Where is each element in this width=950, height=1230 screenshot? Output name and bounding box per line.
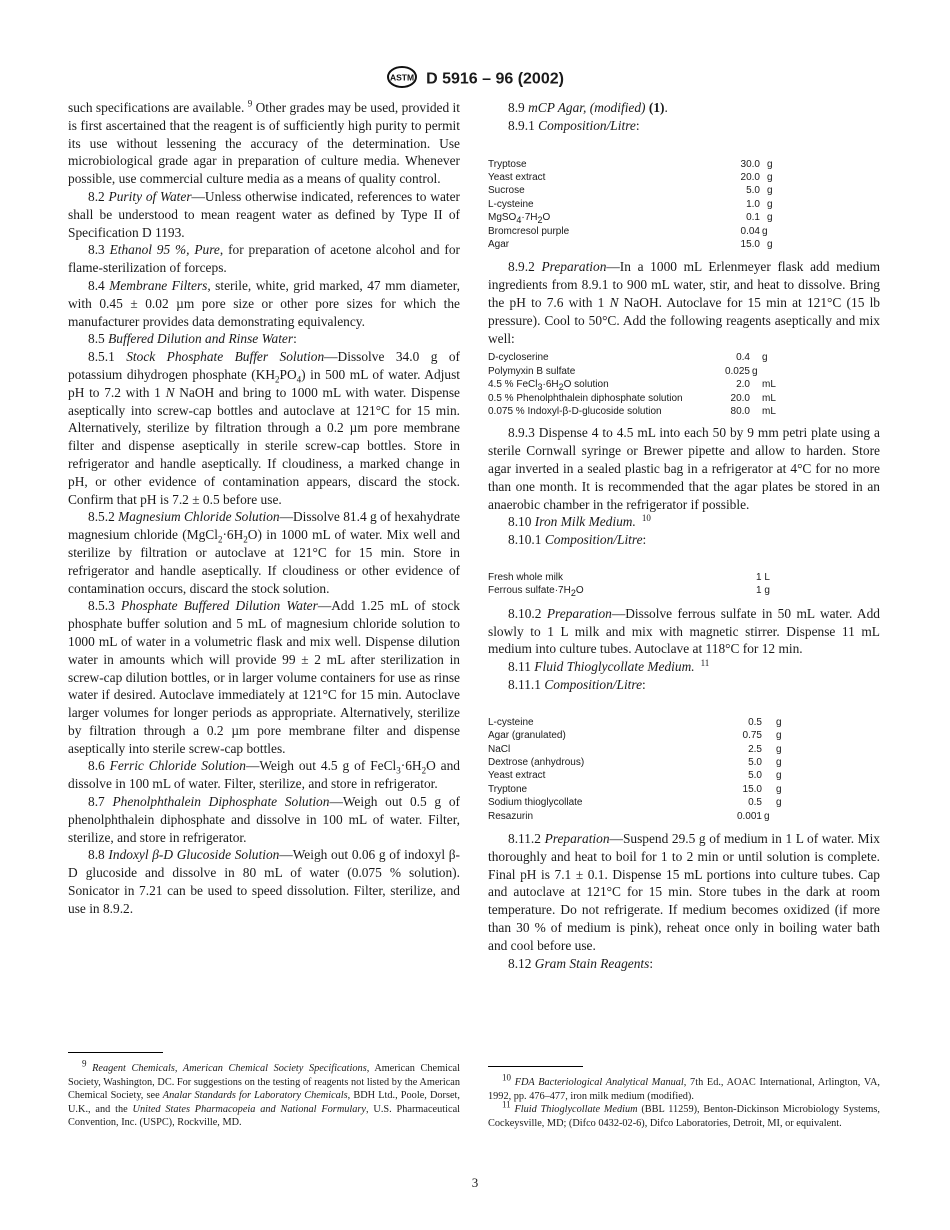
table-row: 4.5 % $FeCl_3\cdot 6H_2O$ solution 2.0 mL (488, 379, 776, 393)
paragraph-8-1-cont: such specifications are available. $^9$ Other grades may be used, provided it is first ascertained that the reagent is of sufficiently high purity to permit its use without lessening the accuracy of the determination. Use microbiological grade agar in preparation of culture media. Whenever possible, use commercial culture media as a means of quality control. (68, 98, 460, 187)
iron-milk-composition-table (488, 571, 770, 598)
footnotes-right (488, 1072, 881, 1130)
table-row: Tryptone 15.0 g (488, 783, 782, 795)
left-column (68, 99, 460, 918)
table-row: NaCl 2.5 g (488, 743, 782, 755)
footnote-divider-right (488, 1066, 583, 1067)
paragraph-8-9-3: 8.9.3 Dispense 4 to 4.5 mL into each 50 by 9 mm petri plate using a sterile Cornwall syringe or Brewer pipette and allow to harden. Store agar inverted in a sealed plastic bag in a refrigerator at 4°C for no more than one month. It is recommended that the agar plates be stored in an anaerobic chamber in the refrigerator if possible. (488, 425, 880, 512)
heading-8-10: 8.10 Iron Milk Medium. $^{10}$ (508, 512, 651, 530)
table-row: 0.5 % Phenolphthalein diphosphate solution 20.0 mL (488, 392, 776, 404)
paragraph-8-3: 8.3 Ethanol 95 %, Pure, for preparation of acetone alcohol and for flame-sterilization of forceps. (68, 242, 460, 276)
table-row: Yeast extract 20.0 g (488, 172, 773, 183)
table-row: Polymyxin B sulfate 0.025 g (488, 365, 758, 377)
thioglycollate-composition-table (488, 716, 782, 823)
table-row: Fresh whole milk 1 L (488, 572, 770, 584)
table-row: Yeast extract 5.0 g (488, 770, 782, 782)
table-row: Tryptose 30.0 g (488, 158, 773, 170)
heading-8-10-1: 8.10.1 Composition/Litre: (508, 532, 647, 548)
page-number: 3 (471, 1175, 479, 1190)
table-row: Dextrose (anhydrous) 5.0 g (488, 757, 782, 769)
table-row: Agar 15.0 g (488, 239, 773, 251)
added-reagents-table (488, 351, 776, 418)
table-row: Sucrose 5.0 g (488, 185, 773, 197)
paragraph-8-9-2: 8.9.2 Preparation—In a 1000 mL Erlenmeyer flask add medium ingredients from 8.9.1 to 900 mL water, stir, and heat to dissolve. Bring the pH to 7.6 with 1 N NaOH. Autoclave for 15 min at 121°C (15 lb pressure). Cool to 50°C. Add the following reagents aseptically and mix well: (488, 259, 880, 346)
astm-logo-icon (386, 66, 418, 93)
paragraph-8-5-2: 8.5.2 Magnesium Chloride Solution—Dissolve 81.4 g of hexahydrate magnesium chloride $(MgCl_2\cdot 6H_2O)$ in 1000 mL of water. Mix well and sterilize by filtration or autoclave at 121°C for 15 min. Store in refrigerator and handle aseptically. If cloudiness or other evidence of contamination occurs, discard the stock solution. (68, 509, 460, 596)
paragraph-8-4: 8.4 Membrane Filters, sterile, white, grid marked, 47 mm diameter, with 0.45 ± 0.02 µm pore size or other pore sizes for which the manufacturer provides data demonstrating equivalency. (68, 277, 461, 329)
paragraph-8-6: 8.6 Ferric Chloride Solution—Weigh out 4.5 g of $FeCl_3\cdot 6H_2O$ and dissolve in 100 mL of water. Filter, sterilize, and store in refrigerator. (68, 758, 460, 792)
paragraph-8-7: 8.7 Phenolphthalein Diphosphate Solution—Weigh out 0.5 g of phenolphthalein diphosphate and dissolve in 100 mL of water. Filter, sterilize, and store in refrigerator. (68, 794, 460, 845)
table-row: Bromcresol purple 0.04 g (488, 225, 768, 237)
table-row: L-cysteine 1.0 g (488, 198, 773, 210)
heading-8-9: 8.9 mCP Agar, (modified) (1). (508, 100, 668, 115)
paragraph-8-8: 8.8 Indoxyl β-D Glucoside Solution—Weigh out 0.06 g of indoxyl β-D glucoside and dissolve in 80 mL of water (0.075 % solution). Sonicator in 7.21 can be used to speed dissolution. Filter, sterilize, and use in 8.9.2. (68, 847, 460, 916)
table-row: Sodium thioglycollate 0.5 g (488, 797, 782, 809)
paragraph-8-10-2: 8.10.2 Preparation—Dissolve ferrous sulfate in 50 mL water. Add slowly to 1 L milk and mix with magnetic stirrer. Dispense 11 mL medium into culture tubes. Autoclave at 118°C for 12 min. (488, 605, 880, 657)
footnote-divider-left (68, 1052, 163, 1053)
footnote-ref-10[interactable]: 10 (641, 512, 651, 523)
paragraph-8-2: 8.2 Purity of Water—Unless otherwise indicated, references to water shall be understood to mean reagent water as defined by Type II of Specification D 1193. (68, 188, 461, 240)
paragraph-8-5: 8.5 Buffered Dilution and Rinse Water: (88, 331, 297, 347)
paragraph-8-5-3: 8.5.3 Phosphate Buffered Dilution Water—Add 1.25 mL of stock phosphate buffer solution and 5 mL of magnesium chloride solution to 1000 mL of water in a volumetric flask and mix well. Dispense dilution water in amounts which will provide 99 ± 2 mL after sterilization in screw-cap dilution bottles, or in larger volume containers for use as rinse water if desired. Autoclave immediately at 121°C for 15 min. Autoclave larger volumes for longer periods as appropriate. Alternatively, sterilize by filtration through a 0.2 µm pore membrane filter and dispense aseptically into sterile screw-cap bottles. (68, 598, 460, 756)
table-row: D-cycloserine 0.4 g (488, 352, 768, 364)
footnote-ref-11[interactable]: 11 (700, 657, 710, 668)
footnote-11: $^{11}$ Fluid Thioglycollate Medium (BBL 11259), Benton-Dickinson Microbiology Systems, Cockeysville, MD; (Difco 0432-02-6), Difco Laboratories, Detroit, MI, or equivalent. (488, 1099, 881, 1129)
mcp-agar-composition-table (488, 158, 773, 252)
footnote-9: $^9$ Reagent Chemicals, American Chemical Society Specifications, American Chemical Society, Washington, DC. For suggestions on the testing of reagents not listed by the American Chemical Society, see Analar Standards for Laboratory Chemicals, BDH Ltd., Poole, Dorset, U.K., and the United States Pharmacopeia and National Formulary, U.S. Pharmaceutical Convention, Inc. (USPC), Rockville, MD. (68, 1058, 460, 1129)
page-header (0, 66, 950, 93)
table-row: Resazurin 0.001 g (488, 810, 770, 822)
paragraph-8-11-2: 8.11.2 Preparation—Suspend 29.5 g of medium in 1 L of water. Mix thoroughly and heat to boil for 1 to 2 min or until solution is complete. Final pH is 7.1 ± 0.1. Dispense 15 mL portions into culture tubes. Cap and autoclave at 121°C for 15 min. Store tubes in the dark at room temperature. Do not refrigerate. If medium becomes oxidized (if more than 30 % of medium is pink), reheat once only in boiling water bath and cool before use. (488, 831, 880, 953)
footnote-10: $^{10}$ FDA Bacteriological Analytical Manual, 7th Ed., AOAC International, Arlington, VA, 1992, pp. 476–477, iron milk medium (modified). (488, 1072, 880, 1102)
heading-8-11: 8.11 Fluid Thioglycollate Medium. $^{11}$ (508, 657, 710, 675)
table-row: Agar (granulated) 0.75 g (488, 730, 782, 742)
table-row: L-cysteine 0.5 g (488, 716, 782, 728)
heading-8-12: 8.12 Gram Stain Reagents: (508, 955, 654, 971)
footnote-ref-9[interactable]: 9 (247, 98, 253, 109)
svg-text:ASTM: ASTM (390, 72, 415, 83)
heading-8-11-1: 8.11.1 Composition/Litre: (508, 677, 646, 693)
heading-8-9-1: 8.9.1 Composition/Litre: (508, 117, 640, 133)
table-row: $MgSO_4\cdot 7H_2O$ 0.1 g (488, 212, 773, 226)
table-row: 0.075 % Indoxyl-β-D-glucoside solution 80.0 mL (488, 406, 776, 418)
document-designation: D 5916 – 96 (2002) (426, 70, 564, 88)
right-column (488, 99, 880, 972)
paragraph-8-5-1: 8.5.1 Stock Phosphate Buffer Solution—Dissolve 34.0 g of potassium dihydrogen phosphate $(KH_2PO_4)$ in 500 mL of water. Adjust pH to 7.2 with 1 N NaOH and bring to 1000 mL with water. Dispense aseptically into screw-cap bottles and autoclave at 121°C for 15 min. Alternatively, sterilize by filtration through a 0.2 µm pore membrane filter and dispense aseptically in sterile screw-cap bottles. Store in refrigerator and handle aseptically. If cloudiness, a marked change in pH, or other evidence of contamination appears, discard the stock. Confirm that pH is 7.2 ± 0.5 before use. (68, 349, 460, 507)
table-row: Ferrous $sulfate\cdot 7H_2O$ 1 g (488, 585, 770, 599)
